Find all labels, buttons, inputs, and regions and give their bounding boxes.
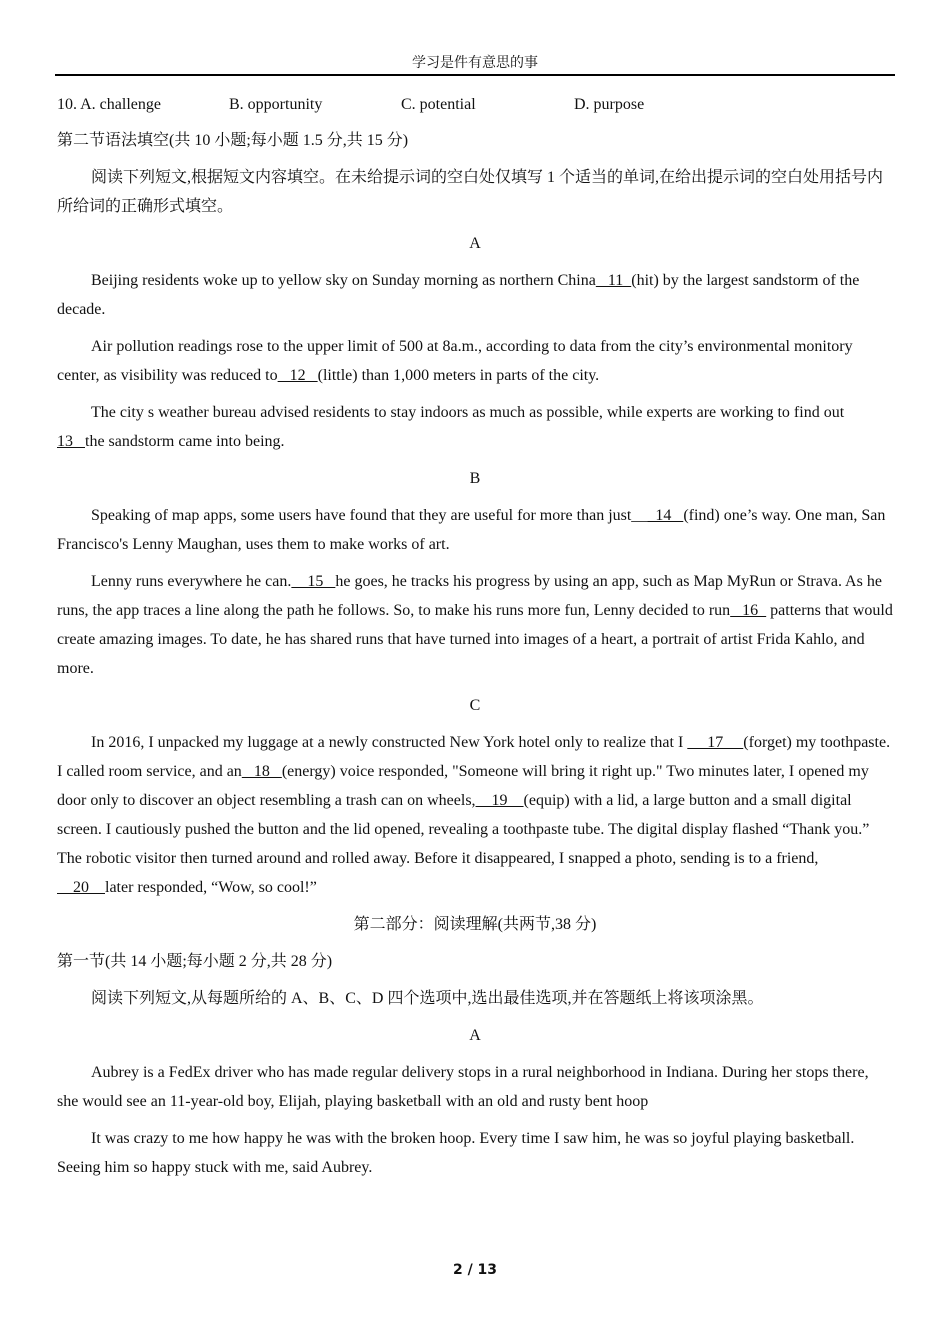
paragraph-text: later responded, “Wow, so cool!” — [105, 879, 317, 896]
passage-label: A — [469, 1027, 481, 1044]
question-10-options — [57, 92, 893, 118]
paragraph-text: Beijing residents woke up to yellow sky on Sunday morning as northern China — [91, 272, 596, 289]
option-d: D. purpose — [574, 96, 645, 113]
paragraph — [57, 501, 893, 559]
answer-blank: 18 — [241, 763, 282, 780]
answer-blank: 19 — [475, 792, 524, 809]
answer-blank: 16 — [730, 602, 767, 619]
passage-label: A — [469, 235, 481, 252]
paragraph-text: The city s weather bureau advised residents to stay indoors as much as possible, while experts are working to find out — [91, 404, 845, 421]
paragraph-text: In 2016, I unpacked my luggage at a newly constructed New York hotel only to realize that I — [91, 734, 688, 751]
paragraph: Aubrey is a FedEx driver who has made regular delivery stops in a rural neighborhood in Indiana. During her stops there, she would see an 11-year-old boy, Elijah, playing basketball with an old and rusty bent hoop — [57, 1064, 869, 1110]
page-number: 2 / 13 — [452, 1262, 498, 1278]
paragraph-text: (energy) voice responded, "Someone will bring it right up." Two minutes later, I opened my door only to discover an object resembling a trash can on wheels, — [57, 763, 869, 809]
paragraph-text: (little) than 1,000 meters in parts of the city. — [317, 367, 600, 384]
part-heading: 第二部分：阅读理解(共两节,38 分) — [353, 916, 597, 933]
paragraph — [57, 398, 893, 456]
option-c: C. potential — [401, 96, 476, 113]
paragraph-text: (equip) with a lid, a large button and a small digital screen. I cautiously pushed the button and the lid opened, revealing a toothpaste tube. The digital display flashed “Thank you.” The robotic visitor then turned around and rolled away. Before it disappeared, I snapped a photo, sending is to a friend, — [57, 792, 870, 867]
answer-blank: 20 — [57, 879, 105, 896]
paragraph — [57, 266, 893, 324]
paragraph: It was crazy to me how happy he was with the broken hoop. Every time I saw him, he was so joyful playing basketball. Seeing him so happy stuck with me, said Aubrey. — [57, 1130, 855, 1176]
paragraph-text: Lenny runs everywhere he can. — [91, 573, 292, 590]
header-divider — [55, 74, 895, 76]
section-instructions: 阅读下列短文,根据短文内容填空。在未给提示词的空白处仅填写 1 个适当的单词,在给出提示词的空白处用括号内所给词的正确形式填空。 — [57, 169, 884, 215]
answer-blank: 12 — [277, 367, 318, 384]
paragraph-text: patterns that would create amazing images. To date, he has shared runs that have turned into images of a heart, a portrait of artist Frida Kahlo, and more. — [57, 602, 893, 677]
passage-label: C — [469, 697, 481, 714]
section-instructions: 阅读下列短文,从每题所给的 A、B、C、D 四个选项中,选出最佳选项,并在答题纸上将该项涂黑。 — [91, 990, 764, 1007]
option-a: 10. A. challenge — [57, 96, 161, 113]
answer-blank: 17 — [687, 734, 744, 751]
paragraph-text: (hit) by the largest sandstorm of the decade. — [57, 272, 860, 318]
paragraph — [57, 728, 893, 902]
page-header: 学习是件有意思的事 — [412, 55, 538, 71]
paragraph-text: (forget) my toothpaste. I called room service, and an — [57, 734, 891, 780]
answer-blank: 15 — [291, 573, 336, 590]
answer-blank: 14 — [647, 507, 684, 524]
paragraph-text: he goes, he tracks his progress by using an app, such as Map MyRun or Strava. As he runs, the app traces a line along the path he follows. So, to make his runs more fun, Lenny decided to run — [57, 573, 882, 619]
paragraph-text: (find) one’s way. One man, San Francisco's Lenny Maughan, uses them to make works of art. — [57, 507, 886, 553]
passage-label: B — [469, 470, 481, 487]
section-heading: 第二节语法填空(共 10 小题;每小题 1.5 分,共 15 分) — [57, 132, 409, 149]
answer-blank: 11 — [595, 272, 632, 289]
option-b: B. opportunity — [229, 96, 323, 113]
answer-blank: 13 — [57, 433, 85, 450]
document-body — [57, 92, 893, 1190]
paragraph-text: Air pollution readings rose to the upper limit of 500 at 8a.m., according to data from the city’s environmental monitory center, as visibility was reduced to — [57, 338, 853, 384]
paragraph — [57, 332, 893, 390]
paragraph — [57, 567, 893, 683]
paragraph-text: the sandstorm came into being. — [85, 433, 285, 450]
section-heading: 第一节(共 14 小题;每小题 2 分,共 28 分) — [57, 953, 333, 970]
paragraph-text: Speaking of map apps, some users have found that they are useful for more than just__ — [91, 507, 648, 524]
